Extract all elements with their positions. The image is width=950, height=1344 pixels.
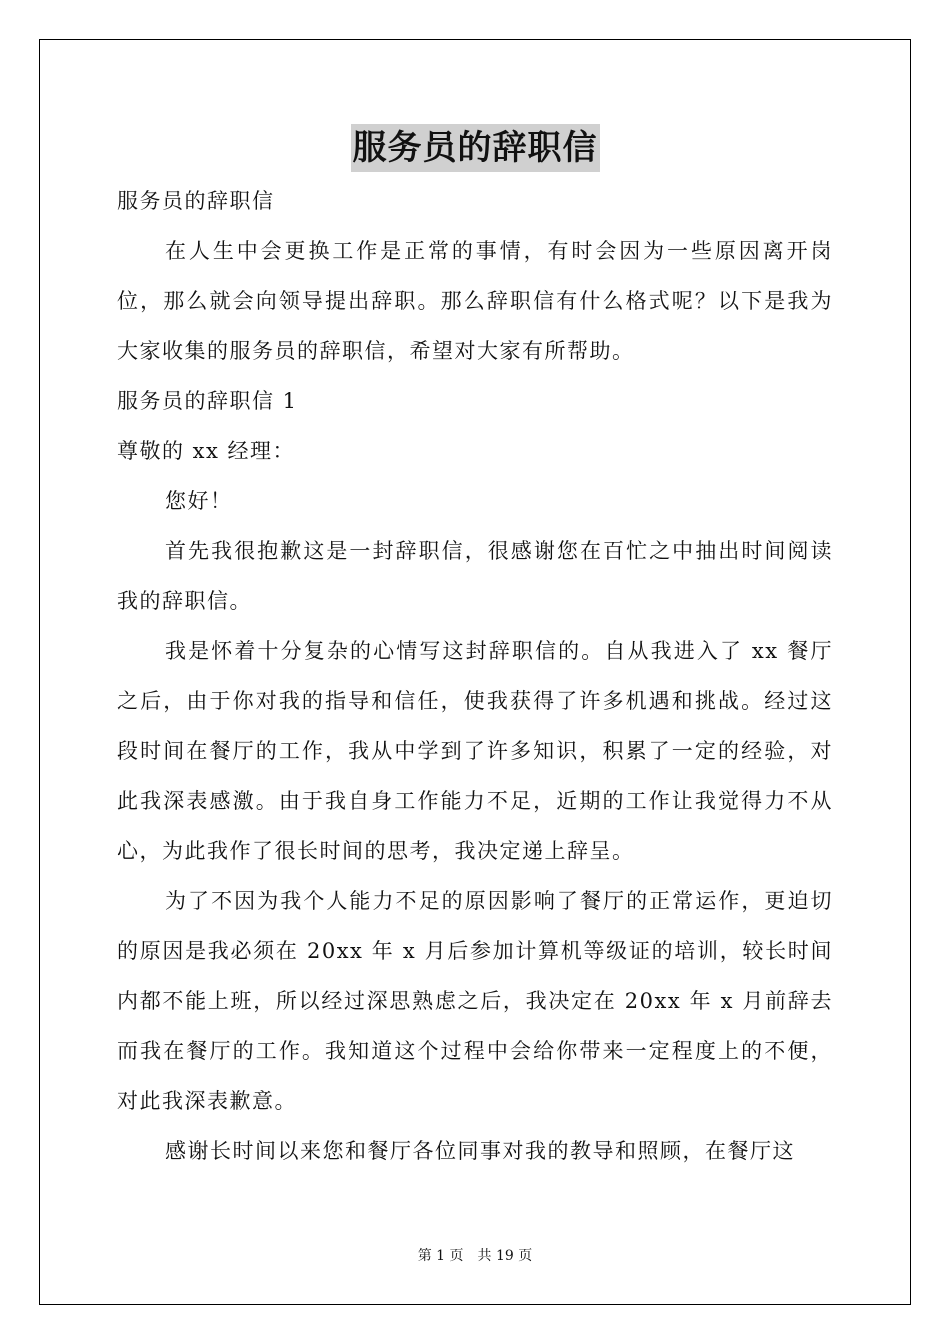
document-title: 服务员的辞职信 [351, 124, 600, 172]
paragraph: 尊敬的 xx 经理： [117, 439, 296, 463]
paragraph: 为了不因为我个人能力不足的原因影响了餐厅的正常运作，更迫切的原因是我必须在 20xx 年 x 月后参加计算机等级证的培训，较长时间内都不能上班，所以经过深思熟虑之后，我决定在 20xx 年 x 月前辞去而我在餐厅的工作。我知道这个过程中会给你带来一定程度上的不便，对此我深表歉意。 [117, 889, 833, 1113]
paragraph: 服务员的辞职信 1 [117, 389, 298, 413]
paragraph: 首先我很抱歉这是一封辞职信，很感谢您在百忙之中抽出时间阅读我的辞职信。 [117, 539, 833, 613]
paragraph: 我是怀着十分复杂的心情写这封辞职信的。自从我进入了 xx 餐厅之后，由于你对我的指导和信任，使我获得了许多机遇和挑战。经过这段时间在餐厅的工作，我从中学到了许多知识，积累了一定的经验，对此我深表感激。由于我自身工作能力不足，近期的工作让我觉得力不从心，为此我作了很长时间的思考，我决定递上辞呈。 [117, 639, 833, 863]
paragraph: 在人生中会更换工作是正常的事情，有时会因为一些原因离开岗位，那么就会向领导提出辞职。那么辞职信有什么格式呢？以下是我为大家收集的服务员的辞职信，希望对大家有所帮助。 [117, 239, 833, 363]
paragraph: 服务员的辞职信 [117, 189, 275, 213]
page-footer [0, 1245, 950, 1265]
document-body [117, 176, 833, 1176]
paragraph: 感谢长时间以来您和餐厅各位同事对我的教导和照顾，在餐厅这 [165, 1139, 795, 1163]
paragraph: 您好！ [165, 489, 233, 513]
title-area [0, 124, 950, 172]
page-total: 共 19 页 [477, 1248, 533, 1264]
page-number: 第 1 页 [417, 1248, 464, 1264]
